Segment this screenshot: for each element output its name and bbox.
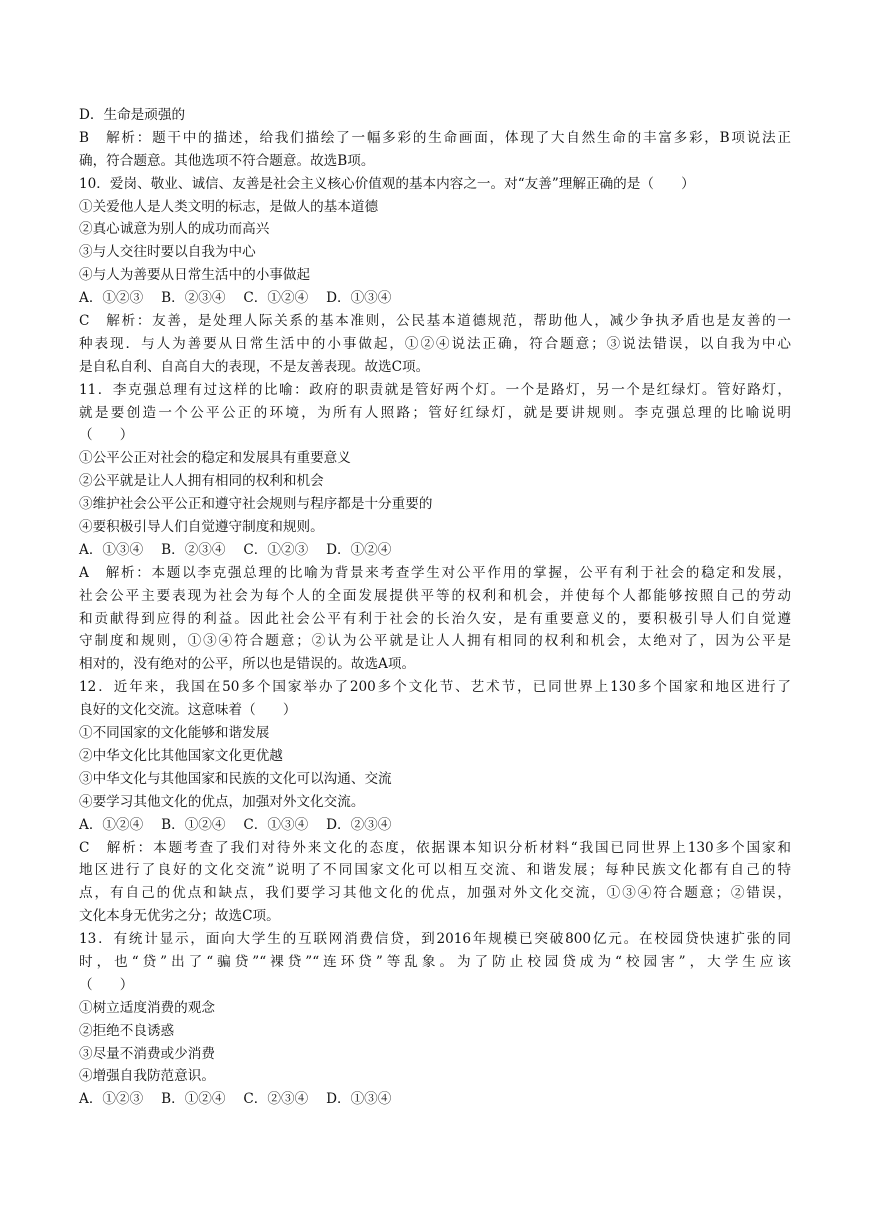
text-line: 守制度和规则，①③④符合题意；②认为公平就是让人人拥有相同的权利和机会，太绝对了，因为公平是 <box>79 633 791 650</box>
text-line: ②公平就是让人人拥有相同的权利和机会 <box>79 473 324 490</box>
text-line: 是自私自利、自高自大的表现，不是友善表现。故选C项。 <box>79 358 430 375</box>
text-line: 文化本身无优劣之分；故选C项。 <box>79 908 280 925</box>
text-line: ②拒绝不良诱惑 <box>79 1022 175 1039</box>
text-line: 时，也“贷”出了“骗贷”“裸贷”“连环贷”等乱象。为了防止校园贷成为“校园害”，大学生应该 <box>79 953 791 970</box>
text-line: 11．李克强总理有过这样的比喻：政府的职责就是管好两个灯。一个是路灯，另一个是红绿灯。管好路灯， <box>79 381 791 398</box>
text-line: 12．近年来，我国在50多个国家举办了200多个文化节、艺术节，已同世界上130多个国家和地区进行了 <box>79 679 791 696</box>
text-line: A．①②③ B．①②④ C．②③④ D．①③④ <box>79 1091 392 1108</box>
text-line: ②中华文化比其他国家文化更优越 <box>79 747 283 764</box>
text-line: 社会公平主要表现为社会为每个人的全面发展提供平等的权利和机会，并使每个人都能够按照自己的劳动 <box>79 587 791 604</box>
text-line: A．①②③ B．②③④ C．①②④ D．①③④ <box>79 290 392 307</box>
text-line: ②真心诚意为别人的成功而高兴 <box>79 221 270 238</box>
text-line: 10．爱岗、敬业、诚信、友善是社会主义核心价值观的基本内容之一。对“友善”理解正确的是（ ） <box>79 175 695 192</box>
document-page <box>79 104 791 1111</box>
text-line: ①公平公正对社会的稳定和发展具有重要意义 <box>79 450 351 467</box>
text-line: ④要积极引导人们自觉遵守制度和规则。 <box>79 519 324 536</box>
text-line: ④要学习其他文化的优点，加强对外文化交流。 <box>79 793 365 810</box>
text-line: C 解析：本题考查了我们对待外来文化的态度，依据课本知识分析材料“我国已同世界上130多个国家和 <box>79 839 791 856</box>
text-line: ③尽量不消费或少消费 <box>79 1045 215 1062</box>
text-line: ④与人为善要从日常生活中的小事做起 <box>79 267 311 284</box>
text-line: 13．有统计显示，面向大学生的互联网消费信贷，到2016年规模已突破800亿元。在校园贷快速扩张的同 <box>79 931 791 948</box>
text-line: 地区进行了良好的文化交流”说明了不同国家文化可以相互交流、和谐发展；每种民族文化都有自己的特 <box>79 862 791 879</box>
text-line: 确，符合题意。其他选项不符合题意。故选B项。 <box>79 152 375 169</box>
text-line: A．①②④ B．①②④ C．①③④ D．②③④ <box>79 816 392 833</box>
text-line: ①关爱他人是人类文明的标志，是做人的基本道德 <box>79 198 379 215</box>
text-line: A 解析：本题以李克强总理的比喻为背景来考查学生对公平作用的掌握，公平有利于社会的稳定和发展， <box>79 564 791 581</box>
text-line: A．①③④ B．②③④ C．①②③ D．①②④ <box>79 541 392 558</box>
text-line: ①树立适度消费的观念 <box>79 999 215 1016</box>
text-line: ③与人交往时要以自我为中心 <box>79 244 256 261</box>
text-line: （ ） <box>79 427 134 444</box>
text-line: （ ） <box>79 976 134 993</box>
text-line: B 解析：题干中的描述，给我们描绘了一幅多彩的生命画面，体现了大自然生命的丰富多彩，B项说法正 <box>79 129 791 146</box>
text-line: ③维护社会公平公正和遵守社会规则与程序都是十分重要的 <box>79 496 433 513</box>
text-line: ③中华文化与其他国家和民族的文化可以沟通、交流 <box>79 770 392 787</box>
text-line: 良好的文化交流。这意味着（ ） <box>79 702 297 719</box>
text-line: 就是要创造一个公平公正的环境，为所有人照路；管好红绿灯，就是要讲规则。李克强总理的比喻说明 <box>79 404 791 421</box>
text-line: 种表现．与人为善要从日常生活中的小事做起，①②④说法正确，符合题意；③说法错误，以自我为中心 <box>79 335 791 352</box>
text-line: ④增强自我防范意识。 <box>79 1068 215 1085</box>
text-line: ①不同国家的文化能够和谐发展 <box>79 725 270 742</box>
text-line: 和贡献得到应得的利益。因此社会公平有利于社会的长治久安，是有重要意义的，要积极引导人们自觉遵 <box>79 610 791 627</box>
text-line: 相对的，没有绝对的公平，所以也是错误的。故选A项。 <box>79 656 416 673</box>
text-line: D．生命是顽强的 <box>79 107 186 123</box>
text-line: 点，有自己的优点和缺点，我们要学习其他文化的优点，加强对外文化交流，①③④符合题意；②错误， <box>79 885 791 902</box>
text-line: C 解析：友善，是处理人际关系的基本准则，公民基本道德规范，帮助他人，减少争执矛盾也是友善的一 <box>79 313 791 330</box>
